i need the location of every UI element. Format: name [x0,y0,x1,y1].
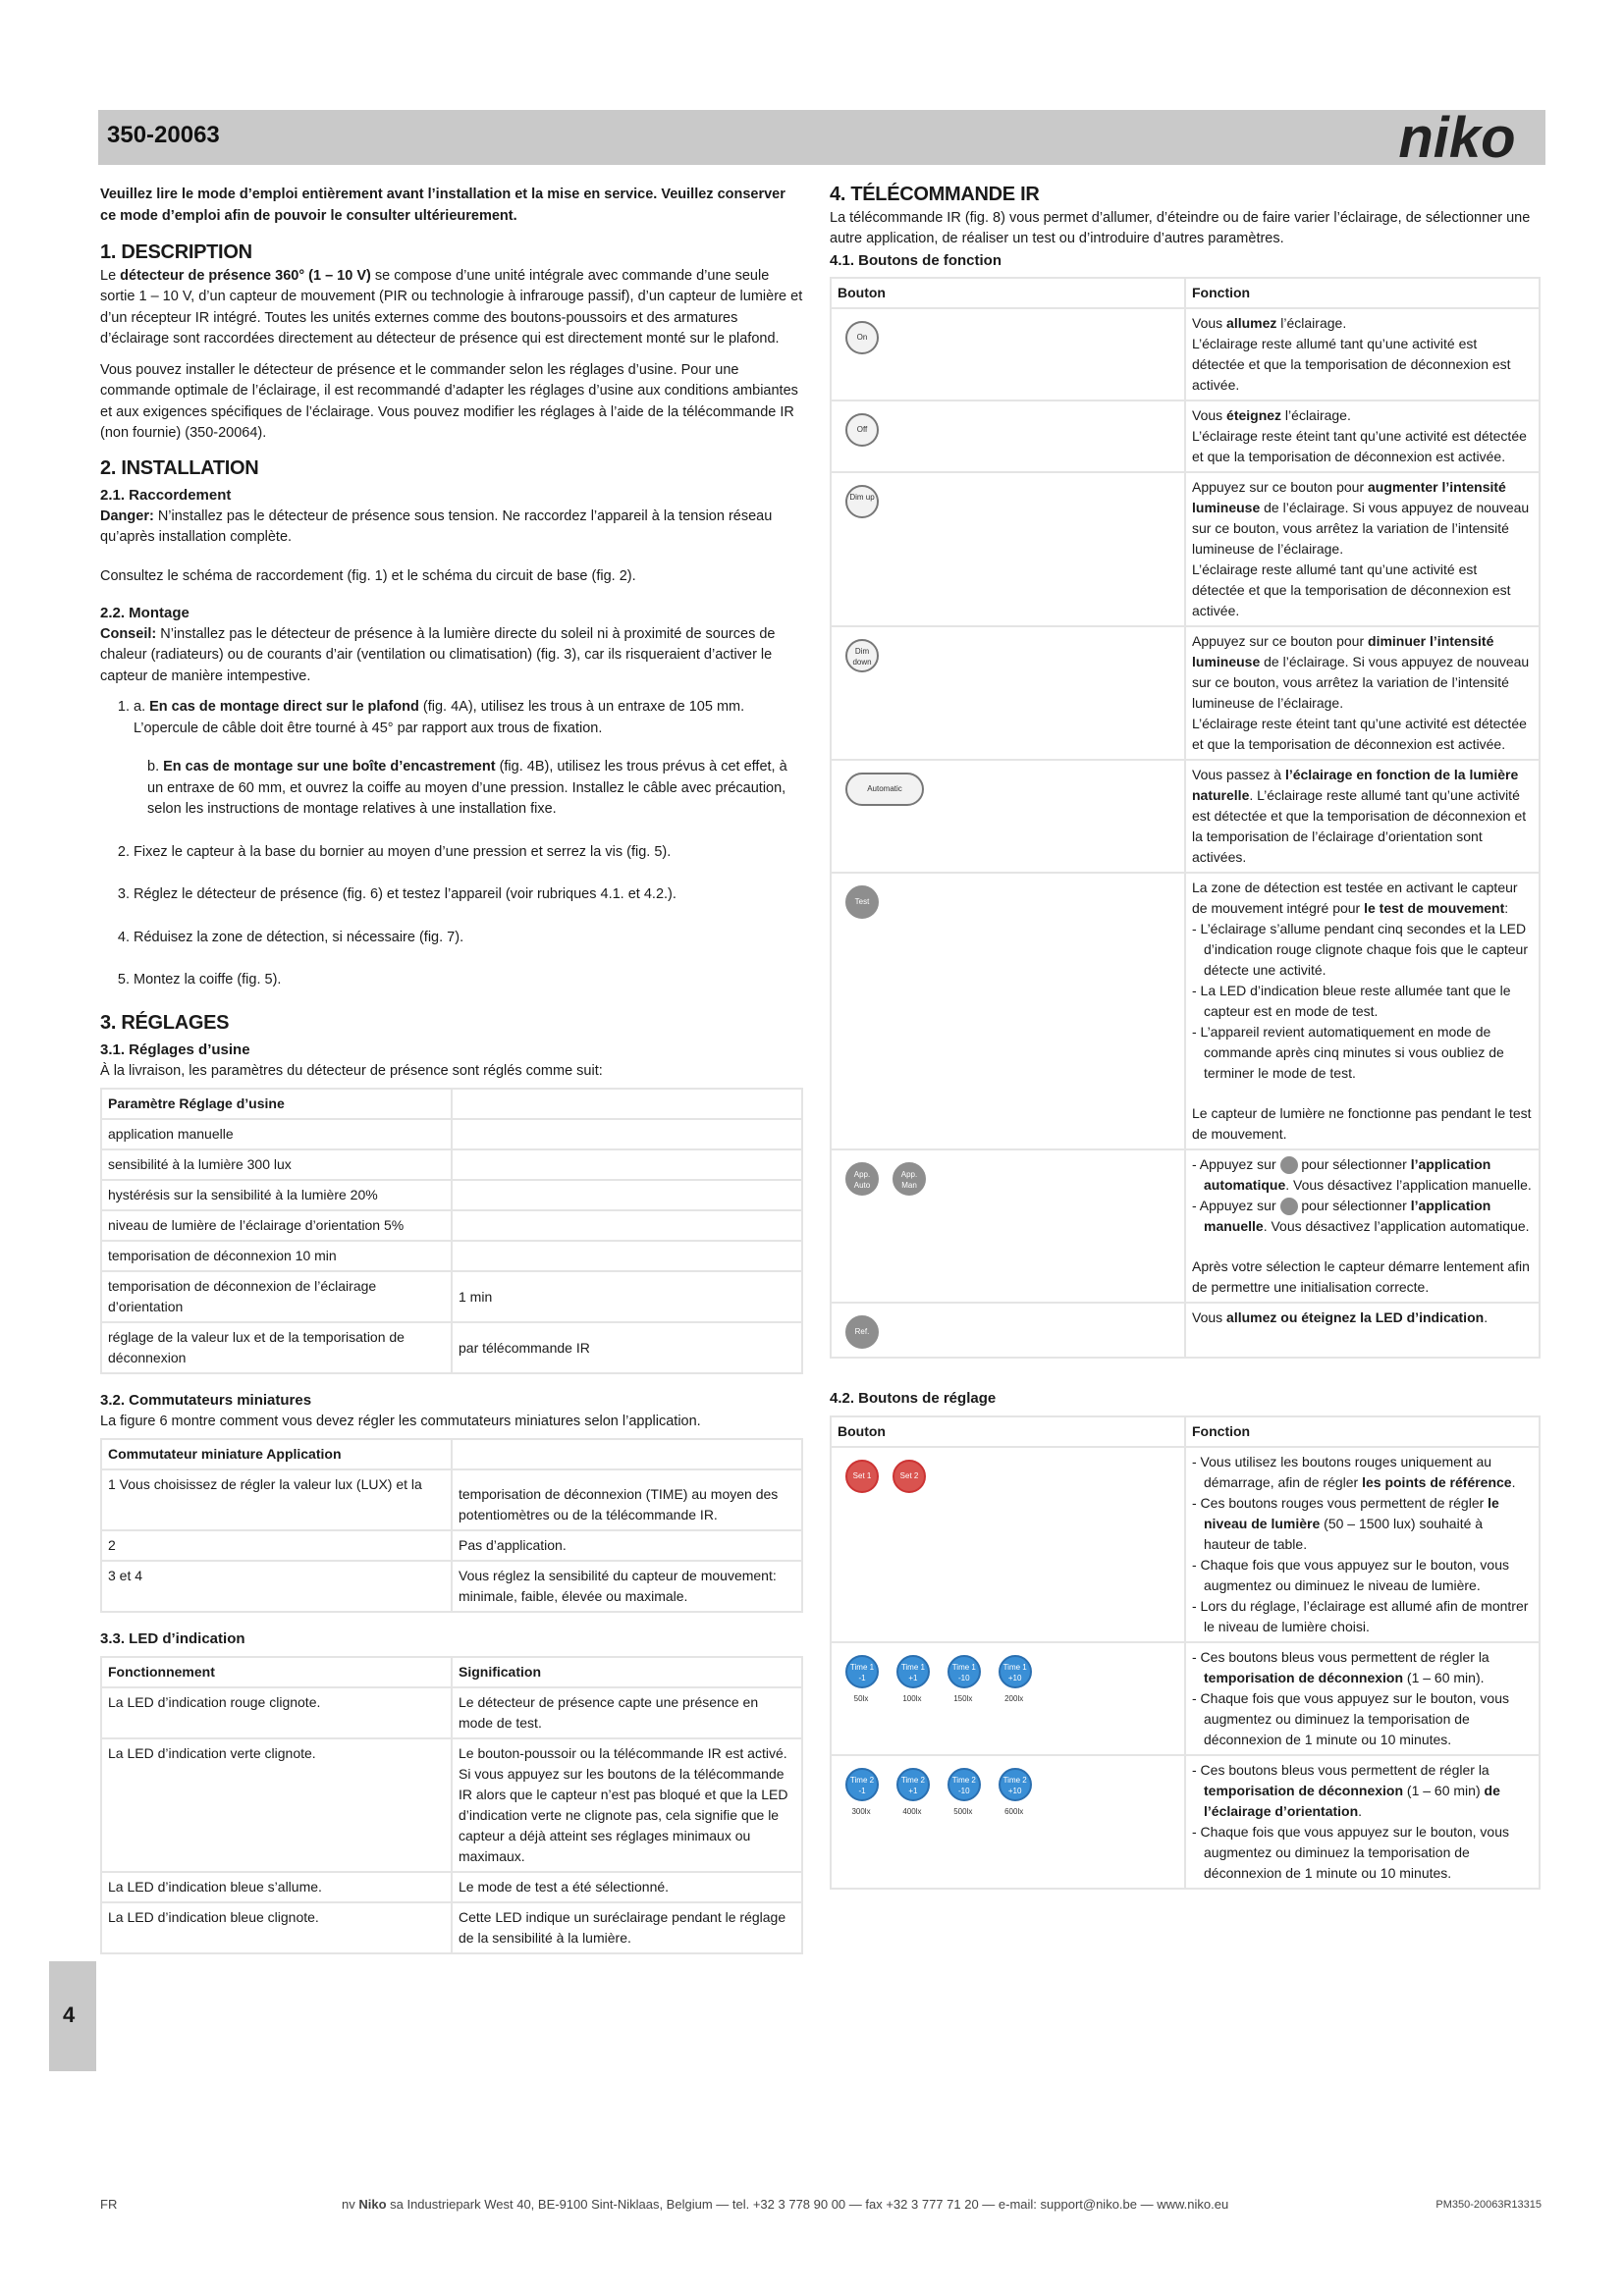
table-row: On Vous allumez l’éclairage. L’éclairage reste allumé tant qu’une activité est détectée et que la temporisation de déconnexion est activée. [831,308,1540,400]
app-man-button-icon: App. Man [893,1162,926,1196]
table-row: La LED d’indication verte clignote. Le bouton-poussoir ou la télécommande IR est activé. Si vous appuyez sur les boutons de la télécommande IR alors que le capteur n’est pas bloqué et que la LED d’indication verte ne clignote pas, cela signifie que le capteur a déjà atteint ses réglages minimaux ou maximaux. [101,1738,802,1872]
section-telecommande-title: 4. TÉLÉCOMMANDE IR [830,184,1040,205]
conseil-text: Conseil: N’installez pas le détecteur de présence à la lumière directe du soleil ni à proximité de sources de chaleur (radiateurs) ou de courants d’air (ventilation ou climatisation) (fig. 3), car ils risqueraient d’activer le capteur de manière intempestive. [100,625,776,684]
page-number: 4 [63,2002,76,2027]
table-row: App. AutoApp. Man - Appuyez sur pour sélectionner l’application automatique. Vous désactivez l’application manuelle. - Appuyez sur pour sélectionner l’application manuelle. Vous désactivez l’application automatique. Après votre sélection le capteur démarre lentement afin de permettre une initialisation correcte. [831,1149,1540,1303]
footer-address: nv Niko sa Industriepark West 40, BE-9100 Sint-Niklaas, Belgium — tel. +32 3 778 90 00 — fax +32 3 777 71 20 — e-mail: support@niko.be — www.niko.eu [342,2197,1229,2212]
table-row: La LED d’indication bleue clignote. Cette LED indique un suréclairage pendant le réglage de la sensibilité à la lumière. [101,1902,802,1953]
time1-minus1-button-icon: Time 1 -1 [845,1655,879,1688]
app-auto-inline-icon [1280,1156,1298,1174]
test-button-icon: Test [845,885,879,919]
automatic-button-icon: Automatic [845,773,924,806]
factory-settings-table [100,1088,803,1374]
time1-minus10-button-icon: Time 1 -10 [947,1655,981,1688]
time2-minus10-button-icon: Time 2 -10 [947,1768,981,1801]
table-row: Time 1 -1 50lx Time 1 +1 100lx Time 1 -10 150lx Time 1 +10 200lx - Ces boutons bleus vous permettent de régler la temporisation de déconnexion (1 – 60 min). - Chaque fois que vous appuyez sur le bouton, vous augmentez ou diminuez la temporisation de déconnexion de 1 minute ou 10 minutes. [831,1642,1540,1755]
table-row: réglage de la valeur lux et de la temporisation de déconnexion par télécommande IR [101,1322,802,1373]
montage-steps [100,697,803,991]
table-row: niveau de lumière de l’éclairage d’orientation 5% [101,1210,802,1241]
time2-plus1-button-icon: Time 2 +1 [896,1768,930,1801]
footer-language: FR [100,2197,118,2212]
right-column [830,185,1541,1905]
time1-plus10-button-icon: Time 1 +10 [999,1655,1032,1688]
description-paragraph-2: Vous pouvez installer le détecteur de présence et le commander selon les réglages d’usine. Pour une commande optimale de l’éclairage, il est recommandé d’adapter les réglages d’usine aux conditions ambiantes et aux exigences spécifiques de l’éclairage. Vous pouvez modifier les réglages à l’aide de la télécommande IR (non fournie) (350-20064). [100,361,798,441]
description-paragraph: Le détecteur de présence 360° (1 – 10 V) se compose d’une unité intégrale avec commande d’une seule sortie 1 – 10 V, d’un capteur de mouvement (PIR ou technologie à infrarouge passif), d’un capteur de lumière et d’un récepteur IR intégré. Toutes les unités externes comme des boutons-poussoirs et des armatures d’éclairage sont raccordées directement au détecteur de présence qui est directement monté sur le plafond. [100,267,803,347]
table-row: La LED d’indication bleue s’allume. Le mode de test a été sélectionné. [101,1872,802,1902]
table-row: 3 et 4 Vous réglez la sensibilité du capteur de mouvement: minimale, faible, élevée ou maximale. [101,1561,802,1612]
intro-text: Veuillez lire le mode d’emploi entièrement avant l’installation et la mise en service. Veuillez conserver ce mode d’emploi afin de pouvoir le consulter ultérieurement. [100,187,785,224]
time2-plus10-button-icon: Time 2 +10 [999,1768,1032,1801]
app-auto-button-icon: App. Auto [845,1162,879,1196]
step-4: 4. Réduisez la zone de détection, si nécessaire (fig. 7). [134,928,803,949]
section-description-title: 1. DESCRIPTION [100,241,252,263]
reglages-intro: À la livraison, les paramètres du détecteur de présence sont réglés comme suit: [100,1062,603,1079]
subsection-led: 3.3. LED d’indication [100,1630,245,1647]
table-row: Off Vous éteignez l’éclairage. L’éclairage reste éteint tant qu’une activité est détectée et que la temporisation de déconnexion est activée. [831,400,1540,472]
subsection-reglages-usine: 3.1. Réglages d’usine [100,1041,250,1058]
table-row: Ref. Vous allumez ou éteignez la LED d’indication. [831,1303,1540,1358]
table-row: temporisation de déconnexion 10 min [101,1241,802,1271]
off-button-icon: Off [845,413,879,447]
header-bar [98,110,1545,165]
consult-text: Consultez le schéma de raccordement (fig. 1) et le schéma du circuit de base (fig. 2). [100,567,636,584]
subsection-boutons-fonction: 4.1. Boutons de fonction [830,251,1001,269]
danger-text: Danger: N’installez pas le détecteur de présence sous tension. Ne raccordez l’appareil à la tension réseau qu’après installation complète. [100,507,773,545]
footer-code: PM350-20063R13315 [1435,2199,1542,2211]
table-row: Dim up Appuyez sur ce bouton pour augmenter l’intensité lumineuse de l’éclairage. Si vous appuyez de nouveau sur ce bouton, vous arrêtez la variation de l’intensité lumineuse de l’éclairage. L’éclairage reste allumé tant qu’une activité est détectée et que la temporisation de déconnexion est activée. [831,472,1540,626]
table-row: application manuelle [101,1119,802,1149]
step-3: 3. Réglez le détecteur de présence (fig. 6) et testez l’appareil (voir rubriques 4.1. et 4.2.). [134,884,803,906]
dim-up-button-icon: Dim up [845,485,879,518]
commutateurs-intro: La figure 6 montre comment vous devez régler les commutateurs miniatures selon l’application. [100,1413,701,1429]
function-buttons-table: Bouton Fonction On Vous allumez l’éclairage. L’éclairage reste allumé tant qu’une activité est détectée et que la temporisation de déconnexion est activée. Off Vous éteignez l’éclairage. L’éclairage reste éteint tant qu’une activité est détectée et que la temporisation de déconnexion est activée. Dim up Appuyez sur ce bouton pour augmenter l’intensité lumineuse de l’éclairage. Si vous appuyez de nouveau sur ce bouton, vous arrêtez la variation de l’intensité lumineuse de l’éclairage. L’éclairage reste allumé tant qu’une activité est détectée et que la temporisation de déconnexion est activée. Dim down Appuyez sur ce bouton pour diminuer l’intensité lumineuse de l’éclairage. Si vous appuyez de nouveau sur ce bouton, vous arrêtez la variation de l’intensité lumineuse de l’éclairage. L’éclairage reste éteint tant qu’une activité est détectée et que la temporisation de déconnexion est activée. Automatic Vous passez à l’éclairage en fonction de la lumière naturelle. L’éclairage reste allumé tant qu’une activité est détectée et que la temporisation de déconnexion et la temporisation de l’éclairage d’orientation sont activées. Test La zone de détection est testée en activant le capteur de mouvement intégré pour le test de mouvement: - L’éclairage s’allume pendant cinq secondes et la LED d’indication rouge clignote chaque fois que le capteur détecte une activité. - La LED d’indication bleue reste allumée tant que le capteur est en mode de test. - L’appareil revient automatiquement en mode de commande après cinq minutes si vous oubliez de terminer le mode de test. Le capteur de lumière ne fonctionne pas pendant le test de mouvement. App. AutoApp. Man - Appuyez sur pour sélectionner l’application automatique. Vous désactivez l’application manuelle. - Appuyez sur pour sélectionner l’application manuelle. Vous désactivez l’application automatique. Après votre sélection le capteur démarre lentement afin de permettre une initialisation correcte. Ref. Vous allumez ou éteignez la LED d’indication. [830,277,1541,1359]
document-id: 350-20063 [107,122,220,148]
table-row: Dim down Appuyez sur ce bouton pour diminuer l’intensité lumineuse de l’éclairage. Si vous appuyez de nouveau sur ce bouton, vous arrêtez la variation de l’intensité lumineuse de l’éclairage. L’éclairage reste éteint tant qu’une activité est détectée et que la temporisation de déconnexion est activée. [831,626,1540,760]
time1-plus1-button-icon: Time 1 +1 [896,1655,930,1688]
ref-button-icon: Ref. [845,1315,879,1349]
led-table: Fonctionnement Signification La LED d’indication rouge clignote. Le détecteur de présence capte une présence en mode de test. La LED d’indication verte clignote. Le bouton-poussoir ou la télécommande IR est activé. Si vous appuyez sur les boutons de la télécommande IR alors que le capteur n’est pas bloqué et que la LED d’indication verte ne clignote pas, cela signifie que le capteur a déjà atteint ses réglages minimaux ou maximaux. La LED d’indication bleue s’allume. Le mode de test a été sélectionné. La LED d’indication bleue clignote. Cette LED indique un suréclairage pendant le réglage de la sensibilité à la lumière. [100,1656,803,1954]
table-row: temporisation de déconnexion de l’éclairage d’orientation 1 min [101,1271,802,1322]
left-column [100,185,803,1970]
set-1-button-icon: Set 1 [845,1460,879,1493]
step-5: 5. Montez la coiffe (fig. 5). [134,970,803,991]
section-installation-title: 2. INSTALLATION [100,456,259,479]
section-reglages-title: 3. RÉGLAGES [100,1011,230,1034]
time2-minus1-button-icon: Time 2 -1 [845,1768,879,1801]
step-2: 2. Fixez le capteur à la base du bornier au moyen d’une pression et serrez la vis (fig. 5). [134,842,803,864]
table-row: Set 1 Set 2 - Vous utilisez les boutons rouges uniquement au démarrage, afin de régler les points de référence. - Ces boutons rouges vous permettent de régler le niveau de lumière (50 – 1500 lux) souhaité à hauteur de table. - Chaque fois que vous appuyez sur le bouton, vous augmentez ou diminuez le niveau de lumière. - Lors du réglage, l’éclairage est allumé afin de montrer le niveau de lumière choisi. [831,1447,1540,1642]
subsection-raccordement: 2.1. Raccordement [100,487,232,504]
table-row: Time 2 -1 300lx Time 2 +1 400lx Time 2 -10 500lx Time 2 +10 600lx - Ces boutons bleus vous permettent de régler la temporisation de déconnexion (1 – 60 min) de l’éclairage d’orientation. - Chaque fois que vous appuyez sur le bouton, vous augmentez ou diminuez la temporisation de déconnexion de 1 minute ou 10 minutes. [831,1755,1540,1889]
table-row: 2 Pas d’application. [101,1530,802,1561]
app-man-inline-icon [1280,1198,1298,1215]
step-1: 1. a. En cas de montage direct sur le plafond (fig. 4A), utilisez les trous à un entraxe de 105 mm. L’opercule de câble doit être tourné à 45° par rapport aux trous de fixation. b. En cas de montage sur une boîte d’encastrement (fig. 4B), utilisez les trous prévus à cet effet, à un entraxe de 60 mm, et ouvrez la coiffe au moyen d’une pression. Installez le câble avec précaution, selon les instructions de montage relatives à une installation fixe. [134,697,803,821]
dip-switch-table [100,1438,803,1613]
set-2-button-icon: Set 2 [893,1460,926,1493]
table-header: Commutateur miniature Application [101,1439,452,1469]
telecommande-intro: La télécommande IR (fig. 8) vous permet d’allumer, d’éteindre ou de faire varier l’éclairage, de sélectionner une autre application, de réaliser un test ou d’introduire d’autres paramètres. [830,209,1531,246]
table-row: La LED d’indication rouge clignote. Le détecteur de présence capte une présence en mode de test. [101,1687,802,1738]
table-row: sensibilité à la lumière 300 lux [101,1149,802,1180]
setting-buttons-table: Bouton Fonction Set 1 Set 2 - Vous utilisez les boutons rouges uniquement au démarrage, afin de régler les points de référence. - Ces boutons rouges vous permettent de régler le niveau de lumière (50 – 1500 lux) souhaité à hauteur de table. - Chaque fois que vous appuyez sur le bouton, vous augmentez ou diminuez le niveau de lumière. - Lors du réglage, l’éclairage est allumé afin de montrer le niveau de lumière choisi. Time 1 -1 50lx Time 1 +1 100lx Time 1 -10 150lx Time 1 +10 200lx - Ces boutons bleus vous permettent de régler la temporisation de déconnexion (1 – 60 min). - Chaque fois que vous appuyez sur le bouton, vous augmentez ou diminuez la temporisation de déconnexion de 1 minute ou 10 minutes. Time 2 -1 300lx Time 2 +1 400lx Time 2 -10 500lx Time 2 +10 600lx - Ces boutons bleus vous permettent de régler la temporisation de déconnexion (1 – 60 min) de l’éclairage d’orientation. - Chaque fois que vous appuyez sur le bouton, vous augmentez ou diminuez la temporisation de déconnexion de 1 minute ou 10 minutes. [830,1415,1541,1890]
table-header: Paramètre Réglage d’usine [101,1089,452,1119]
subsection-commutateurs: 3.2. Commutateurs miniatures [100,1392,312,1409]
table-row: hystérésis sur la sensibilité à la lumière 20% [101,1180,802,1210]
table-row: Automatic Vous passez à l’éclairage en fonction de la lumière naturelle. L’éclairage reste allumé tant qu’une activité est détectée et que la temporisation de déconnexion et la temporisation de l’éclairage d’orientation sont activées. [831,760,1540,873]
on-button-icon: On [845,321,879,354]
step-1b: b. En cas de montage sur une boîte d’encastrement (fig. 4B), utilisez les trous prévus à cet effet, à un entraxe de 60 mm, et ouvrez la coiffe au moyen d’une pression. Installez le câble avec précaution, selon les instructions de montage relatives à une installation fixe. [147,759,787,817]
table-row: 1 Vous choisissez de régler la valeur lux (LUX) et la temporisation de déconnexion (TIME) au moyen des potentiomètres ou de la télécommande IR. [101,1469,802,1530]
dim-down-button-icon: Dim down [845,639,879,672]
table-row: Test La zone de détection est testée en activant le capteur de mouvement intégré pour le test de mouvement: - L’éclairage s’allume pendant cinq secondes et la LED d’indication rouge clignote chaque fois que le capteur détecte une activité. - La LED d’indication bleue reste allumée tant que le capteur est en mode de test. - L’appareil revient automatiquement en mode de commande après cinq minutes si vous oubliez de terminer le mode de test. Le capteur de lumière ne fonctionne pas pendant le test de mouvement. [831,873,1540,1149]
logo-text: niko [1398,108,1516,169]
subsection-boutons-reglage: 4.2. Boutons de réglage [830,1390,997,1407]
niko-logo [1369,108,1545,169]
subsection-montage: 2.2. Montage [100,605,189,621]
